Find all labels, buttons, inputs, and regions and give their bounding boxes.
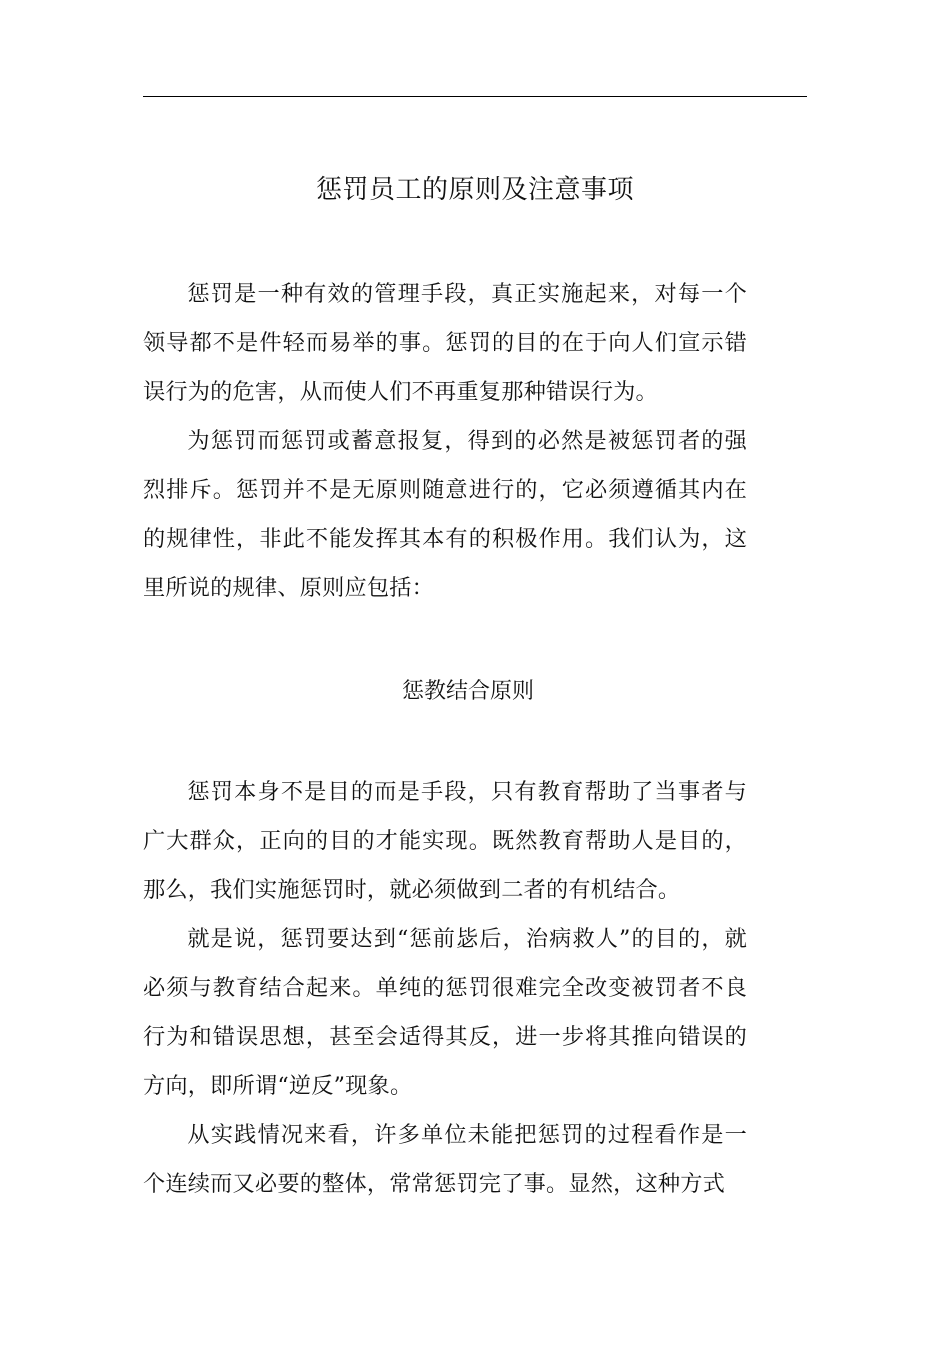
paragraph: 惩罚本身不是目的而是手段，只有教育帮助了当事者与广大群众，正向的目的才能实现。既然教育帮助人是目的，那么，我们实施惩罚时，就必须做到二者的有机结合。	[143, 779, 747, 903]
principle-section	[143, 768, 747, 1209]
paragraph: 惩罚是一种有效的管理手段，真正实施起来，对每一个领导都不是件轻而易举的事。惩罚的目的在于向人们宣示错误行为的危害，从而使人们不再重复那种错误行为。	[143, 281, 747, 405]
paragraph: 就是说，惩罚要达到“惩前毖后，治病救人”的目的，就必须与教育结合起来。单纯的惩罚很难完全改变被罚者不良行为和错误思想，甚至会适得其反，进一步将其推向错误的方向，即所谓“逆反”现象。	[143, 926, 747, 1099]
paragraph: 从实践情况来看，许多单位未能把惩罚的过程看作是一个连续而又必要的整体，常常惩罚完了事。显然，这种方式	[143, 1122, 747, 1197]
header-rule	[143, 96, 807, 97]
intro-section	[143, 270, 747, 613]
document-title: 惩罚员工的原则及注意事项	[315, 175, 634, 205]
paragraph: 为惩罚而惩罚或蓄意报复，得到的必然是被惩罚者的强烈排斥。惩罚并不是无原则随意进行的，它必须遵循其内在的规律性，非此不能发挥其本有的积极作用。我们认为，这里所说的规律、原则应包括：	[143, 428, 747, 601]
section-heading: 惩教结合原则	[401, 679, 534, 704]
